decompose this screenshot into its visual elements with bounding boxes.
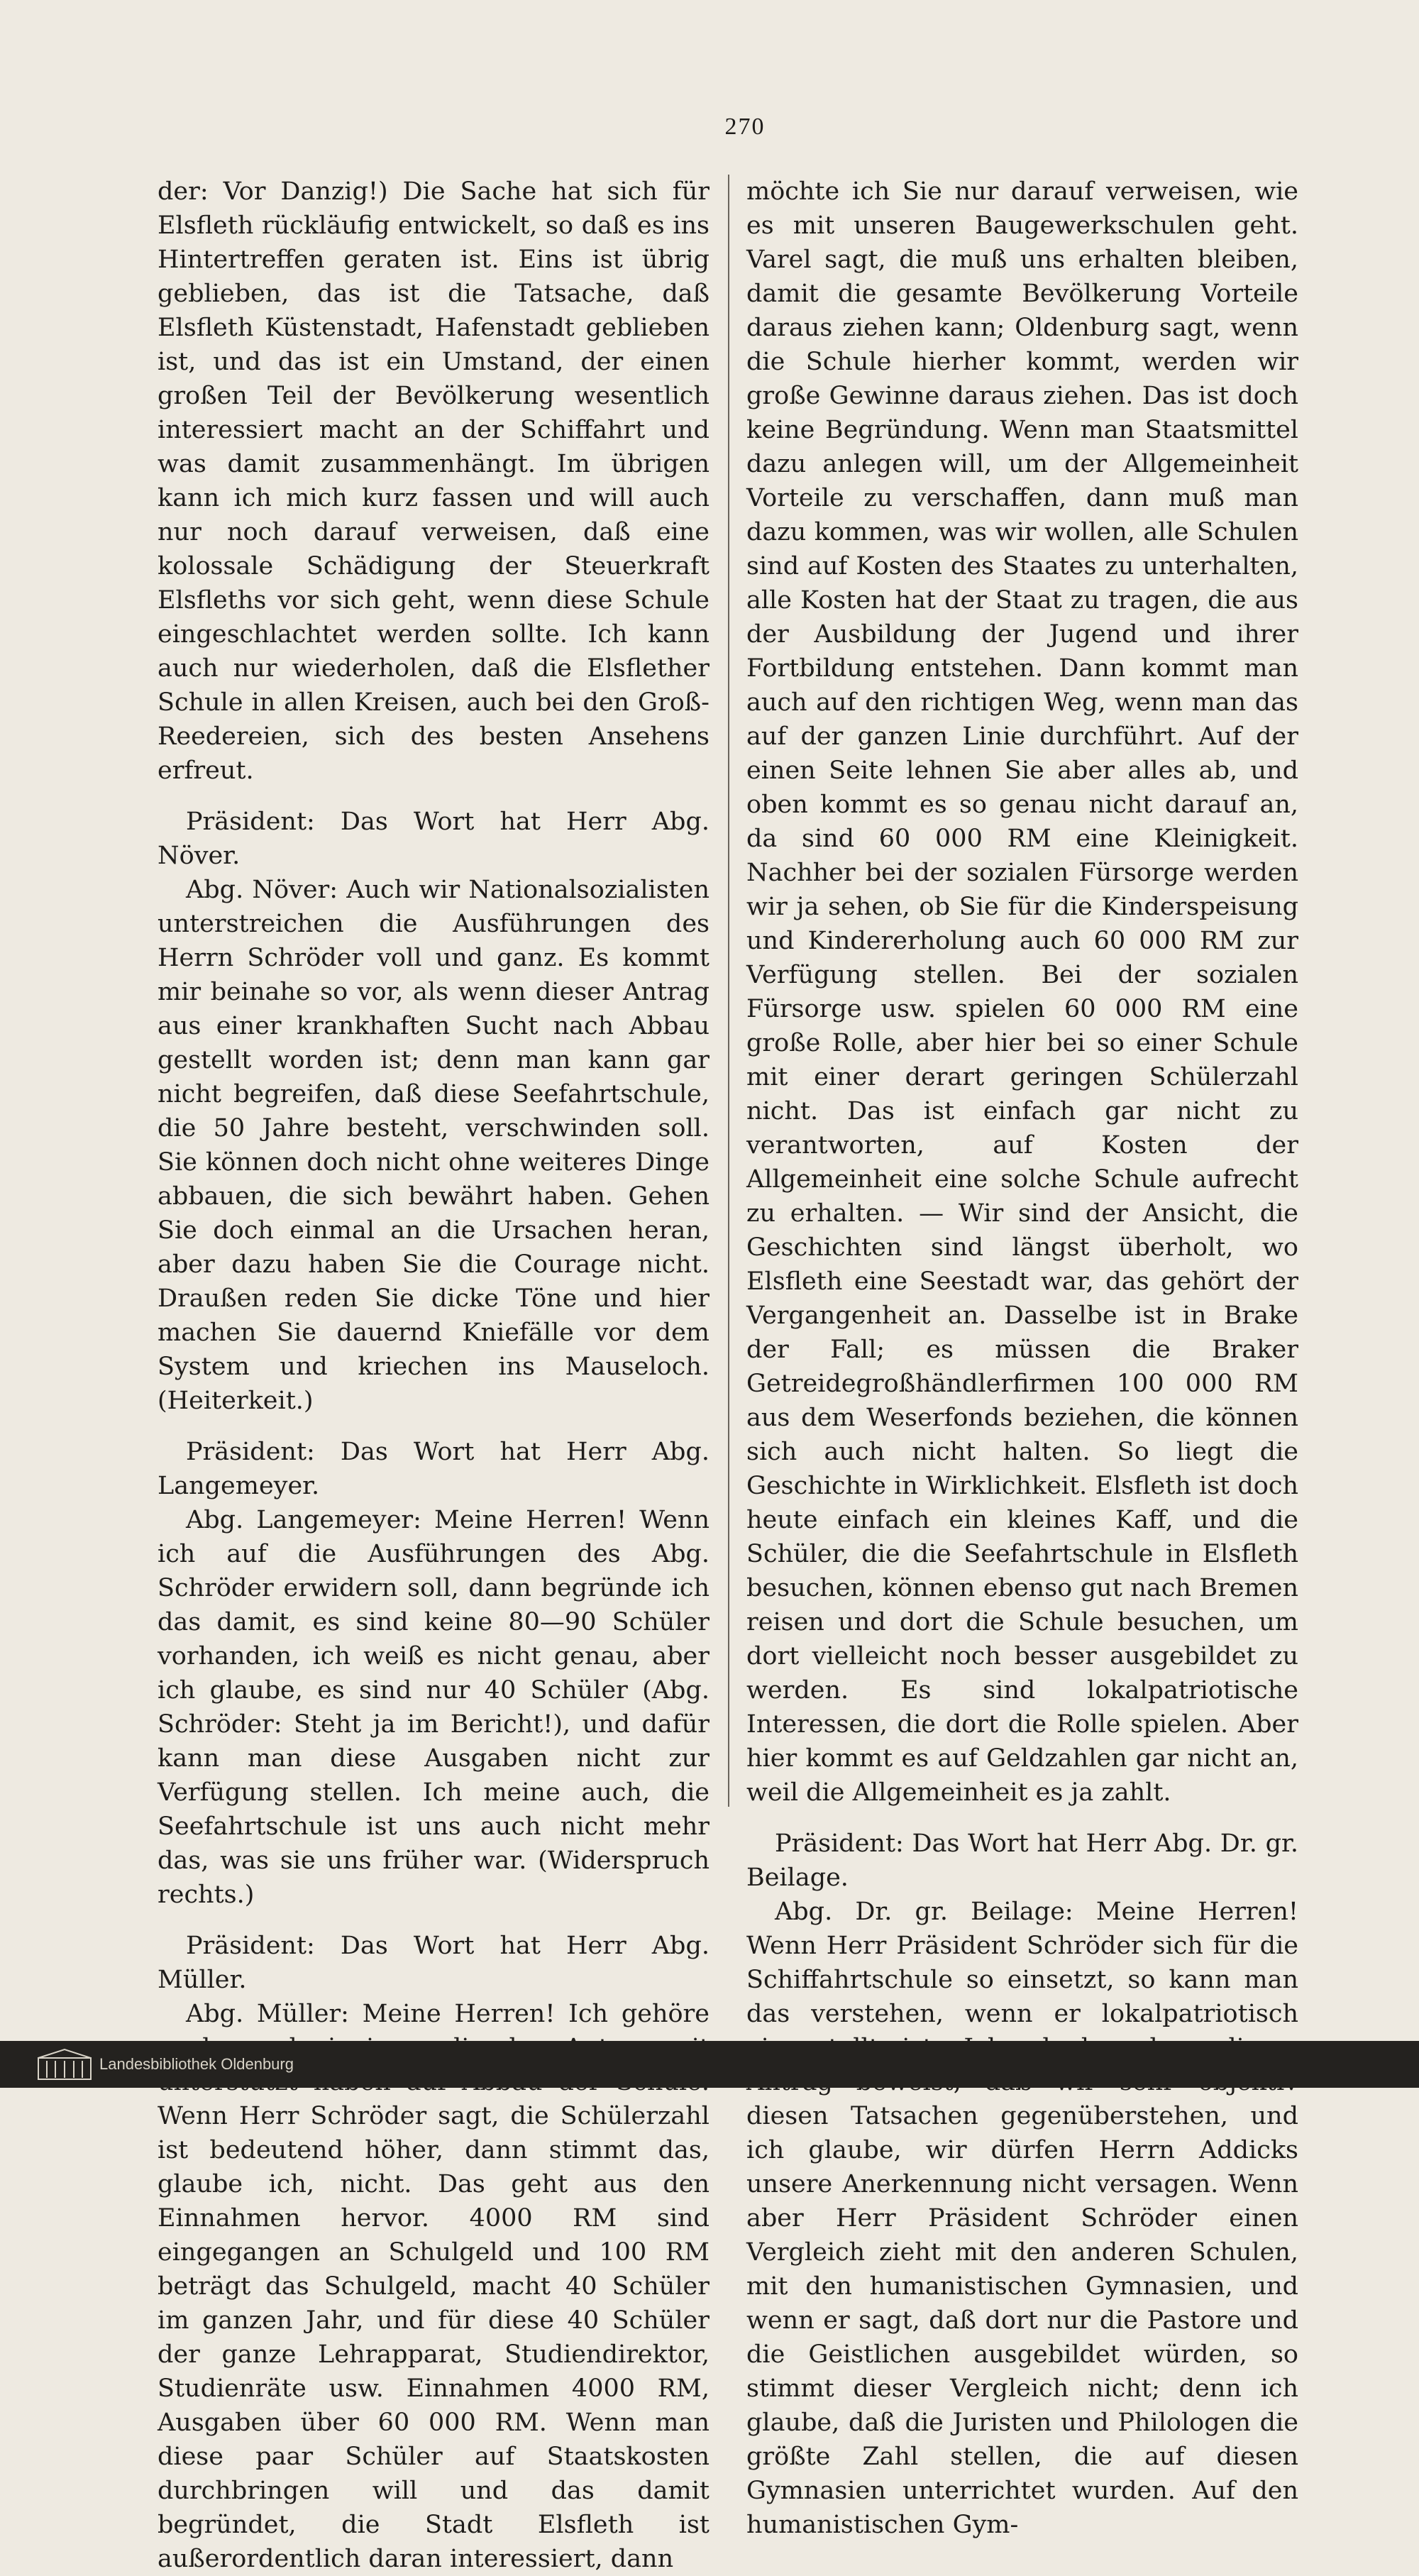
column-divider bbox=[728, 175, 729, 1807]
speaker-line: Präsident: Das Wort hat Herr Abg. Müller. bbox=[158, 1932, 710, 1994]
left-column bbox=[158, 175, 710, 2576]
page-number: 270 bbox=[724, 114, 766, 140]
speaker-line: Präsident: Das Wort hat Herr Abg. Növer. bbox=[158, 808, 710, 870]
speaker-line: Präsident: Das Wort hat Herr Abg. Dr. gr. Beilage. bbox=[746, 1829, 1298, 1892]
paragraph: Abg. Langemeyer: Meine Herren! Wenn ich auf die Ausführungen des Abg. Schröder erwidern soll, dann begründe ich das damit, es sind keine 80—90 Schüler vorhanden, ich weiß es nicht genau, aber ich glaube, es sind nur 40 Schüler (Abg. Schröder: Steht ja im Bericht!), und dafür kann man diese Ausgaben nicht zur Verfügung stellen. Ich meine auch, die Seefahrtschule ist uns auch nicht mehr das, was sie uns früher war. (Widerspruch rechts.) bbox=[158, 1506, 710, 1909]
paragraph: möchte ich Sie nur darauf verweisen, wie es mit unseren Baugewerkschulen geht. Varel sagt, die muß uns erhalten bleiben, damit die gesamte Bevölkerung Vorteile daraus ziehen kann; Oldenburg sagt, wenn die Schule hierher kommt, werden wir große Gewinne daraus ziehen. Das ist doch keine Begründung. Wenn man Staatsmittel dazu anlegen will, um der Allgemeinheit Vorteile zu verschaffen, dann muß man dazu kommen, was wir wollen, alle Schulen sind auf Kosten des Staates zu unterhalten, alle Kosten hat der Staat zu tragen, die aus der Ausbildung der Jugend und ihrer Fortbildung entstehen. Dann kommt man auch auf den richtigen Weg, wenn man das auf der ganzen Linie durchführt. Auf der einen Seite lehnen Sie aber alles ab, und oben kommt es so genau nicht darauf an, da sind 60 000 RM eine Kleinigkeit. Nachher bei der sozialen Fürsorge werden wir ja sehen, ob Sie für die Kinderspeisung und Kindererholung auch 60 000 RM zur Verfügung stellen. Bei der sozialen Fürsorge usw. spielen 60 000 RM eine große Rolle, aber hier bei so einer Schule mit einer derart geringen Schülerzahl nicht. Das ist einfach gar nicht zu verantworten, auf Kosten der Allgemeinheit eine solche Schule aufrecht zu erhalten. — Wir sind der Ansicht, die Geschichten sind längst überholt, wo Elsfleth eine Seestadt war, das gehört der Vergangenheit an. Dasselbe ist in Brake der Fall; es müssen die Braker Getreidegroßhändlerfirmen 100 000 RM aus dem Weserfonds beziehen, die können sich auch nicht halten. So liegt die Geschichte in Wirklichkeit. Elsfleth ist doch heute einfach ein kleines Kaff, und die Schüler, die die Seefahrtschule in Elsfleth besuchen, können ebenso gut nach Bremen reisen und dort die Schule besuchen, um dort vielleicht noch besser ausgebildet zu werden. Es sind lokalpatriotische Interessen, die dort die Rolle spielen. Aber hier kommt es auf Geldzahlen gar nicht an, weil die Allgemeinheit es ja zahlt. bbox=[746, 177, 1298, 1807]
paragraph: Abg. Növer: Auch wir Nationalsozialisten unterstreichen die Ausführungen des Herrn Schröder voll und ganz. Es kommt mir beinahe so vor, als wenn dieser Antrag aus einer krankhaften Sucht nach Abbau gestellt worden ist; denn man kann gar nicht begreifen, daß diese Seefahrtschule, die 50 Jahre besteht, verschwinden soll. Sie können doch nicht ohne weiteres Dinge abbauen, die sich bewährt haben. Gehen Sie doch einmal an die Ursachen heran, aber dazu haben Sie die Courage nicht. Draußen reden Sie dicke Töne und hier machen Sie dauernd Kniefälle vor dem System und kriechen ins Mauseloch. (Heiterkeit.) bbox=[158, 876, 710, 1415]
right-column bbox=[746, 175, 1298, 2542]
paragraph: Abg. Dr. gr. Beilage: Meine Herren! Wenn Herr Präsident Schröder sich für die Schiffahrtschule so einsetzt, so kann man das verstehen, wenn er lokalpatriotisch diesen Tatsachen gegenüberstehen, und ich glaube, wir dürfen Herrn Addicks unsere Anerkennung nicht versagen. Wenn aber Herr Präsident Schröder einen Vergleich zieht mit den anderen Schulen, mit den humanistischen Gymnasien, und wenn er sagt, daß dort nur die Pastore und die Geistlichen ausgebildet würden, so stimmt dieser Vergleich nicht; denn ich glaube, daß die Juristen und Philologen die größte Zahl stellen, die auf diesen Gymnasien unterrichtet wurden. Auf den humanistischen Gym- bbox=[746, 1898, 1298, 2539]
paragraph: Abg. Müller: Meine Herren! Ich gehöre Wenn Herr Schröder sagt, die Schülerzahl ist bedeutend höher, dann stimmt das, glaube ich, nicht. Das geht aus den Einnahmen hervor. 4000 RM sind eingegangen an Schulgeld und 100 RM beträgt das Schulgeld, macht 40 Schüler im ganzen Jahr, und für diese 40 Schüler der ganze Lehrapparat, Studiendirektor, Studienräte usw. Einnahmen 4000 RM, Ausgaben über 60 000 RM. Wenn man diese paar Schüler auf Staatskosten durchbringen will und das damit begründet, die Stadt Elsfleth ist außerordentlich daran interessiert, dann bbox=[158, 2000, 710, 2573]
library-name: Landesbibliothek Oldenburg bbox=[99, 2055, 294, 2073]
paragraph: der: Vor Danzig!) Die Sache hat sich für Elsfleth rückläufig entwickelt, so daß es ins Hintertreffen geraten ist. Eins ist übrig geblieben, das ist die Tatsache, daß Elsfleth Küstenstadt, Hafenstadt geblieben ist, und das ist ein Umstand, der einen großen Teil der Bevölkerung wesentlich interessiert macht an der Schiffahrt und was damit zusammenhängt. Im übrigen kann ich mich kurz fassen und will auch nur noch darauf verweisen, daß eine kolossale Schädigung der Steuerkraft Elsfleths vor sich geht, wenn diese Schule eingeschlachtet werden sollte. Ich kann auch nur wiederholen, daß die Elsflether Schule in allen Kreisen, auch bei den Groß-Reedereien, sich des besten Ansehens erfreut. bbox=[158, 177, 710, 785]
library-building-icon bbox=[37, 2048, 92, 2081]
speaker-line: Präsident: Das Wort hat Herr Abg. Langemeyer. bbox=[158, 1438, 710, 1500]
footer-bar bbox=[0, 2041, 1419, 2088]
